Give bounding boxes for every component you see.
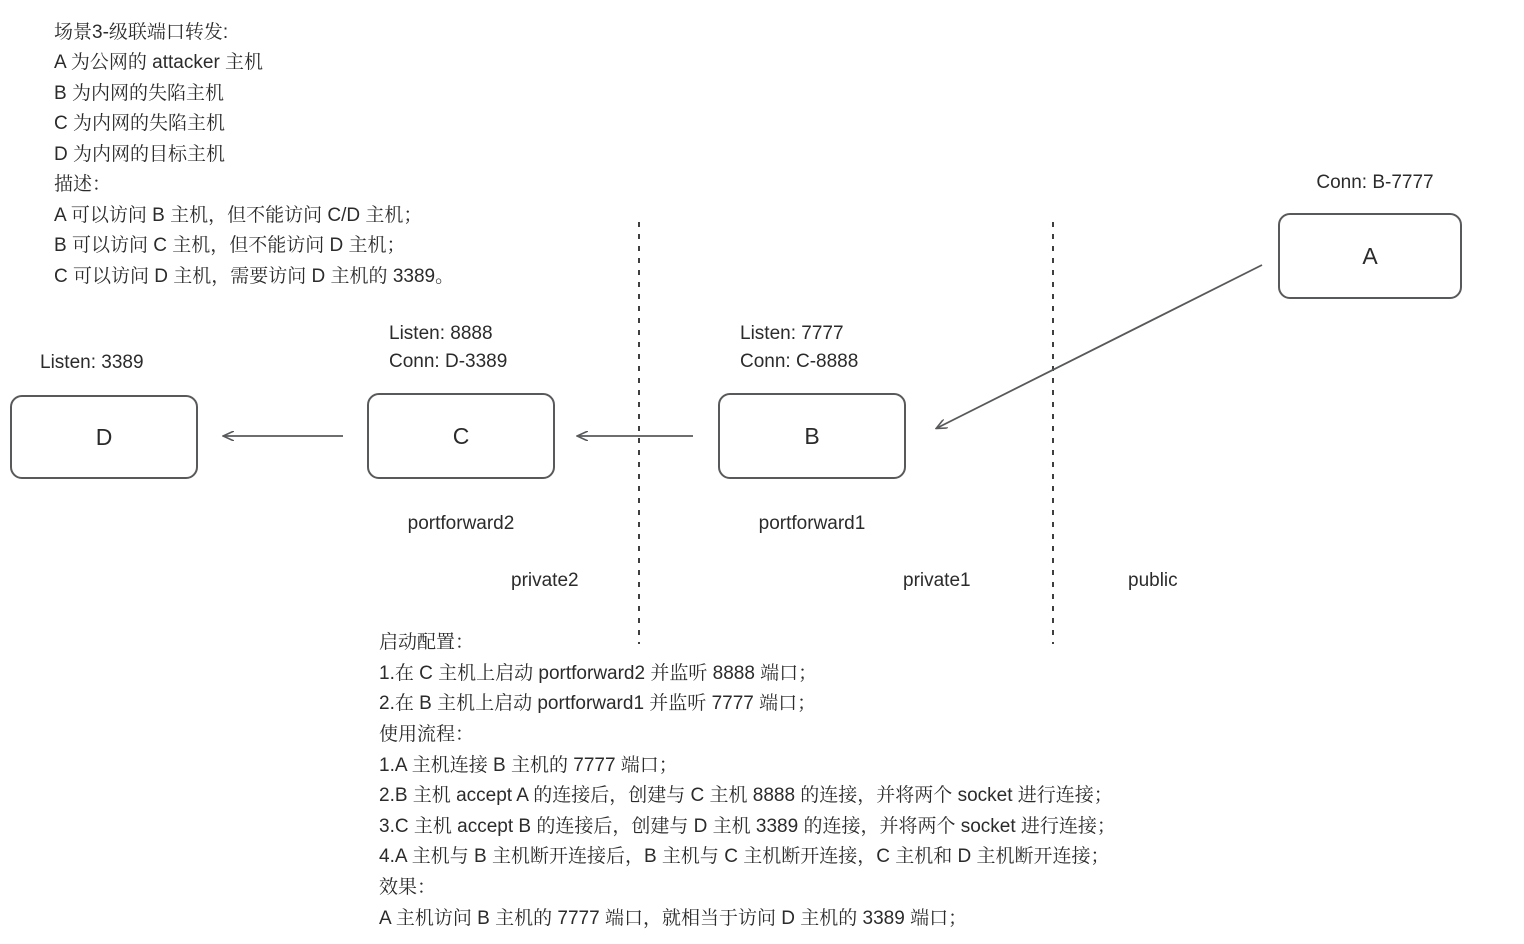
node-d-label: D bbox=[95, 423, 113, 450]
node-b-caption: portforward1 bbox=[758, 513, 866, 534]
scenario-role-b: B 为内网的失陷主机 bbox=[54, 83, 224, 104]
node-b-label: B bbox=[804, 422, 820, 449]
node-a-annotation: Conn: B-7777 bbox=[1316, 172, 1434, 193]
zone-label-private1: private1 bbox=[903, 570, 971, 591]
usage-line-2: 2.B 主机 accept A 的连接后，创建与 C 主机 8888 的连接，并将两个 socket 进行连接； bbox=[379, 785, 1113, 806]
effect-line-1: A 主机访问 B 主机的 7777 端口，就相当于访问 D 主机的 3389 端口； bbox=[379, 908, 968, 929]
usage-line-3: 3.C 主机 accept B 的连接后，创建与 D 主机 3389 的连接，并将两个 socket 进行连接； bbox=[379, 816, 1116, 837]
node-c-annotation-conn: Conn: D-3389 bbox=[389, 351, 508, 372]
scenario-desc-line-1: A 可以访问 B 主机，但不能访问 C/D 主机； bbox=[54, 205, 423, 226]
zone-label-private2: private2 bbox=[511, 570, 579, 591]
usage-line-4: 4.A 主机与 B 主机断开连接后，B 主机与 C 主机断开连接，C 主机和 D 主机断开连接； bbox=[379, 846, 1110, 867]
scenario-title: 场景3-级联端口转发: bbox=[54, 22, 229, 43]
node-d-annotation-listen: Listen: 3389 bbox=[40, 352, 144, 373]
usage-title: 使用流程： bbox=[379, 724, 475, 745]
startup-line-1: 1.在 C 主机上启动 portforward2 并监听 8888 端口； bbox=[379, 663, 818, 684]
zone-label-public: public bbox=[1128, 570, 1178, 591]
scenario-desc-title: 描述： bbox=[54, 174, 112, 195]
node-b-annotation-listen: Listen: 7777 bbox=[740, 323, 844, 344]
arrow-a-to-b bbox=[937, 265, 1262, 428]
effect-title: 效果： bbox=[379, 877, 437, 898]
scenario-role-d: D 为内网的目标主机 bbox=[54, 144, 226, 165]
scenario-role-c: C 为内网的失陷主机 bbox=[54, 113, 226, 134]
startup-line-2: 2.在 B 主机上启动 portforward1 并监听 7777 端口； bbox=[379, 693, 817, 714]
node-b-annotation-conn: Conn: C-8888 bbox=[740, 351, 859, 372]
node-c-annotation-listen: Listen: 8888 bbox=[389, 323, 493, 344]
node-a-label: A bbox=[1362, 242, 1378, 269]
scenario-role-a: A 为公网的 attacker 主机 bbox=[54, 52, 264, 73]
usage-line-1: 1.A 主机连接 B 主机的 7777 端口； bbox=[379, 755, 678, 776]
node-d[interactable] bbox=[10, 395, 198, 479]
scenario-desc-line-3: C 可以访问 D 主机，需要访问 D 主机的 3389。 bbox=[54, 266, 455, 287]
node-c[interactable] bbox=[367, 393, 555, 479]
node-c-caption: portforward2 bbox=[407, 513, 515, 534]
node-a[interactable] bbox=[1278, 213, 1462, 299]
startup-title: 启动配置： bbox=[379, 632, 475, 653]
scenario-desc-line-2: B 可以访问 C 主机，但不能访问 D 主机； bbox=[54, 235, 406, 256]
node-b[interactable] bbox=[718, 393, 906, 479]
node-c-label: C bbox=[452, 422, 470, 449]
